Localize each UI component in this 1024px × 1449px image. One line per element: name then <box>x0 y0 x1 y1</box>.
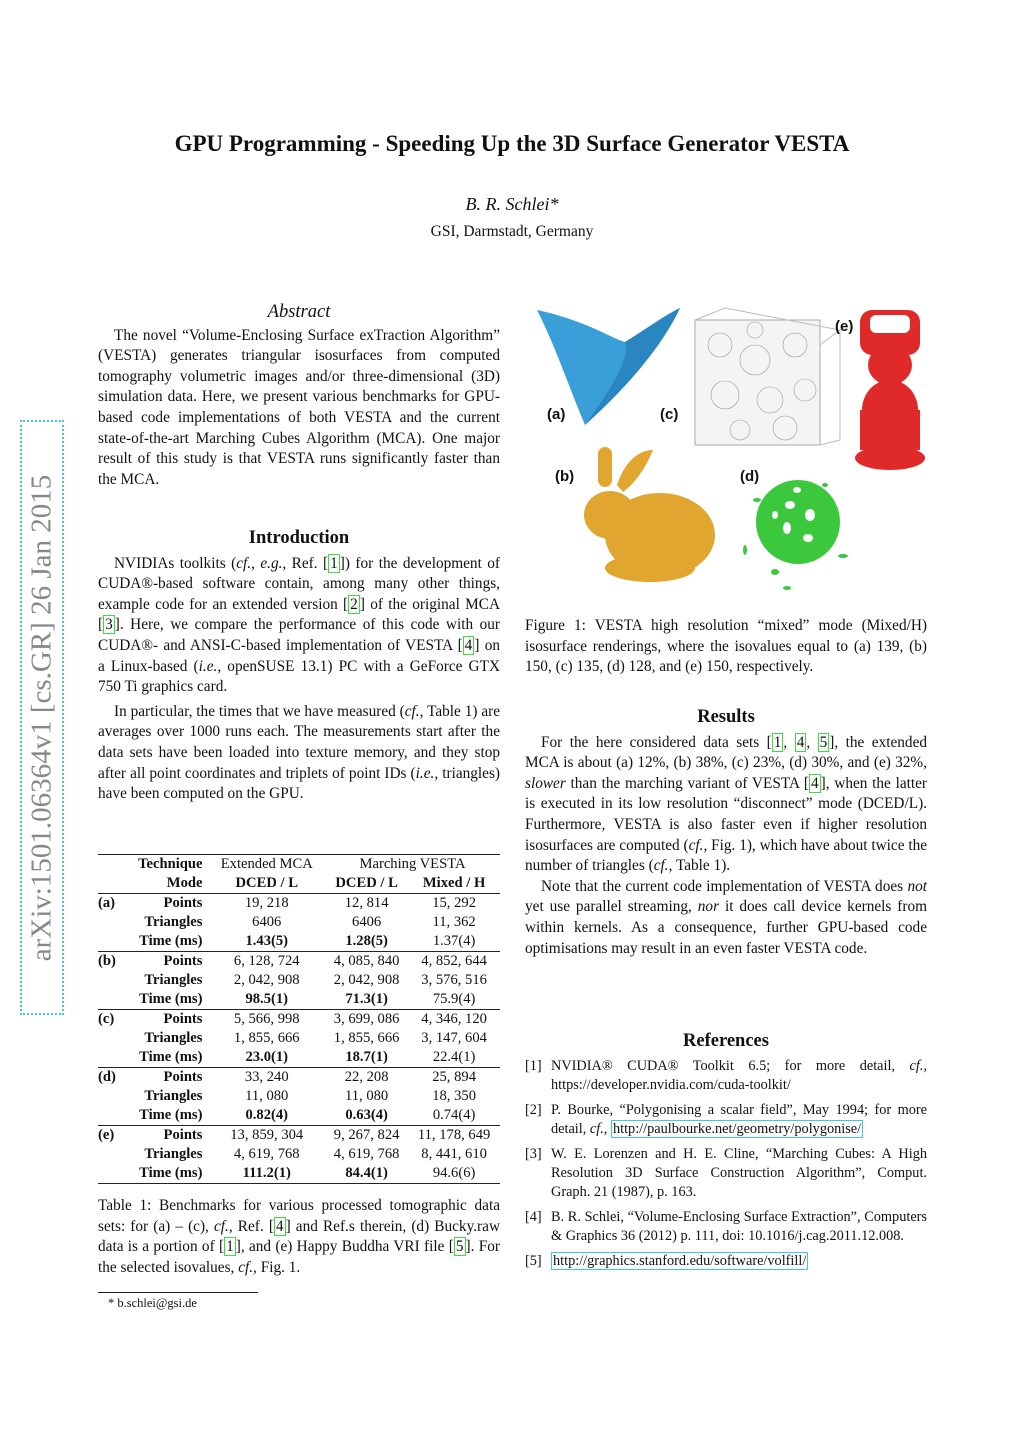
results-paragraph <box>525 733 927 877</box>
table-row <box>98 1126 500 1146</box>
table-cell: 15, 292 <box>408 894 500 914</box>
text-run: For the here considered data sets [ <box>541 733 772 751</box>
table-row <box>98 1087 500 1106</box>
row-label: Points <box>121 952 209 972</box>
header-technique: Technique <box>98 855 208 875</box>
table-cell: 11, 362 <box>432 914 476 930</box>
table-row <box>98 932 500 952</box>
header-extended-mca: Extended MCA <box>208 855 325 875</box>
dataset-label: (d) <box>98 1068 121 1088</box>
surface-c-foam-cube <box>695 308 840 445</box>
surface-e-buddha <box>855 310 925 470</box>
text-run: B. R. Schlei, “Volume-Enclosing Surface Extraction”, Computers & Graphics 36 (2012) p. 111, doi: 10.1016/j.cag.2011.12.008. <box>551 1209 927 1244</box>
table-row <box>98 1048 500 1068</box>
table-cell: 3, 147, 604 <box>421 1030 487 1046</box>
row-label: Points <box>121 894 209 914</box>
row-label: Points <box>121 1010 209 1030</box>
benchmark-table <box>98 854 500 1184</box>
table-row <box>98 894 500 914</box>
text-run: not <box>907 877 927 895</box>
table-row <box>98 913 500 932</box>
text-run: W. E. Lorenzen and H. E. Cline, “Marching Cubes: A High Resolution 3D Surface Construction Algorithm”, Comput. Graph. 21 (1987), p. 163. <box>551 1146 927 1200</box>
table-cell: 111.2(1) <box>208 1164 325 1184</box>
text-run: openSUSE 13.1) PC with a GeForce GTX 750 Ti graphics card. <box>98 657 500 696</box>
citation-link[interactable]: 4 <box>796 733 805 751</box>
reference-number: [3] <box>525 1146 542 1162</box>
table-row <box>98 1106 500 1126</box>
citation-link[interactable]: 1 <box>773 733 782 751</box>
text-run: Note that the current code implementation of VESTA does <box>541 877 908 895</box>
text-run: ], the extended MCA is about (a) 12%, (b) 38%, (c) 23%, (d) 30%, and (e) 32%, <box>525 733 928 772</box>
text-run: https://developer.nvidia.com/cuda-toolkit/ <box>551 1077 791 1093</box>
introduction-paragraph <box>98 554 500 698</box>
text-run: it does call device kernels from within kernels. As a consequence, further GPU-based code optimisations may result in an even faster VESTA code. <box>525 898 927 957</box>
isosurface-renderings <box>525 300 935 600</box>
introduction-section <box>98 528 500 805</box>
row-label: Triangles <box>144 914 203 930</box>
reference-item <box>525 1208 927 1246</box>
citation-link[interactable]: 4 <box>275 1217 284 1235</box>
table-cell: 8, 441, 610 <box>421 1146 487 1162</box>
text-run: Table 1: Benchmarks for various processed tomographic data sets: for (a) – (c), <box>98 1197 500 1235</box>
citation-link[interactable]: 3 <box>105 616 113 634</box>
reference-item <box>525 1057 927 1095</box>
text-run: yet use parallel streaming, <box>525 898 698 916</box>
table-cell: 9, 267, 824 <box>325 1126 408 1146</box>
row-label: Triangles <box>144 1088 203 1104</box>
dataset-label <box>98 932 121 952</box>
text-run: cf., <box>214 1217 233 1235</box>
header-mode: Mode <box>166 875 203 891</box>
row-label: Time (ms) <box>121 1164 209 1184</box>
table-cell: 19, 218 <box>208 894 325 914</box>
dataset-label <box>98 913 121 932</box>
figure-label-d: (d) <box>740 468 760 485</box>
text-run: than the marching variant of VESTA [ <box>565 774 809 792</box>
row-label: Triangles <box>144 972 203 988</box>
table-cell: 6, 128, 724 <box>208 952 325 972</box>
row-label: Time (ms) <box>139 1049 203 1065</box>
table-cell: 1, 855, 666 <box>333 1030 400 1046</box>
header-mode-col: DCED / L <box>235 875 298 891</box>
dataset-label: (c) <box>98 1010 121 1030</box>
table-cell: 1.43(5) <box>245 933 289 949</box>
text-run: ]. Here, we compare the performance of this code with our CUDA®- and ANSI-C-based implementation of VESTA [ <box>98 616 500 654</box>
affiliation: GSI, Darmstadt, Germany <box>430 223 594 240</box>
reference-text <box>551 1101 927 1139</box>
text-run: In particular, the times that we have measured ( <box>114 702 405 720</box>
table-cell: 22, 208 <box>325 1068 408 1088</box>
table-cell: 0.63(4) <box>345 1107 388 1123</box>
text-run: ] on a Linux-based ( <box>98 636 500 675</box>
citation-link[interactable]: 5 <box>819 733 828 751</box>
table-cell: 6406 <box>352 914 382 930</box>
table-cell: 11, 178, 649 <box>408 1126 500 1146</box>
citation-link[interactable]: 1 <box>226 1238 234 1256</box>
figure-caption-text <box>525 616 927 678</box>
text-run: ] and Ref.s therein, (d) Bucky.raw data is a portion of [ <box>98 1217 500 1256</box>
text-run: i.e., <box>415 764 439 782</box>
figure-label-b: (b) <box>555 468 575 485</box>
url-link[interactable]: http://paulbourke.net/geometry/polygonise/ <box>612 1121 862 1137</box>
dataset-label <box>98 1164 121 1184</box>
reference-number: [1] <box>525 1058 542 1074</box>
abstract-heading: Abstract <box>267 302 331 322</box>
text-run: ], when the latter is executed in its low resolution “disconnect” mode (DCED/L). Furthermore, VESTA is also faster even if higher resolution isosurfaces are computed ( <box>525 774 928 854</box>
reference-text <box>551 1145 927 1202</box>
text-run: NVIDIAs toolkits ( <box>114 554 237 572</box>
table-cell: 2, 042, 908 <box>233 972 300 988</box>
text-run: cf., <box>238 1258 257 1276</box>
reference-item <box>525 1145 927 1202</box>
row-label: Points <box>121 1068 209 1088</box>
table-cell: 4, 619, 768 <box>233 1146 300 1162</box>
table-cell: 98.5(1) <box>245 991 289 1007</box>
footnote-rule <box>98 1292 258 1293</box>
abstract <box>98 302 500 490</box>
table-row <box>98 1010 500 1030</box>
table-row <box>98 1145 500 1164</box>
text-run: i.e., <box>198 657 222 675</box>
table-cell: 4, 085, 840 <box>325 952 408 972</box>
text-run: slower <box>525 774 566 792</box>
table-cell: 0.82(4) <box>245 1107 289 1123</box>
surface-d-bucky-ball <box>743 480 848 590</box>
dataset-label <box>98 971 121 990</box>
row-label: Time (ms) <box>139 933 203 949</box>
table-row <box>98 1029 500 1048</box>
text-run: Ref. [ <box>286 554 329 572</box>
arxiv-id: arXiv:1501.06364v1 [cs.GR] 26 Jan 2015 <box>25 474 58 961</box>
text-run: , <box>806 733 818 751</box>
text-run: ] of the original MCA [ <box>98 595 500 634</box>
text-run: ], and (e) Happy Buddha VRI file [ <box>235 1238 454 1256</box>
dataset-label <box>98 1048 121 1068</box>
header-marching-vesta: Marching VESTA <box>325 855 500 875</box>
table-cell: 11, 080 <box>344 1088 389 1104</box>
dataset-label: (b) <box>98 952 121 972</box>
table-cell: 1, 855, 666 <box>233 1030 300 1046</box>
figure-1 <box>525 300 935 600</box>
text-run: Fig. 1. <box>256 1258 301 1276</box>
row-label: Time (ms) <box>139 1107 203 1123</box>
table-row <box>98 971 500 990</box>
table-header-row <box>98 855 500 875</box>
header-mode-col: DCED / L <box>335 875 398 891</box>
header-mode-col: Mixed / H <box>422 875 486 891</box>
dataset-label: (a) <box>98 894 121 914</box>
table-cell: 33, 240 <box>208 1068 325 1088</box>
table-cell: 11, 080 <box>245 1088 289 1104</box>
citation-link[interactable]: 4 <box>464 636 473 654</box>
citation-link[interactable]: 4 <box>810 774 819 792</box>
table-cell: 71.3(1) <box>345 991 388 1007</box>
table-row <box>98 1164 500 1184</box>
row-label: Time (ms) <box>139 991 203 1007</box>
text-run: Ref. [ <box>232 1217 274 1235</box>
figure-label-c: (c) <box>660 406 679 423</box>
table-cell: 2, 042, 908 <box>333 972 400 988</box>
author: B. R. Schlei* <box>465 194 559 214</box>
citation-link[interactable]: 2 <box>350 595 358 613</box>
text-run: Fig. 1), which have about twice the number of triangles ( <box>525 836 928 875</box>
table-cell: 84.4(1) <box>325 1164 408 1184</box>
reference-item <box>525 1252 927 1271</box>
references-section <box>525 1031 927 1277</box>
text-run: cf., <box>688 836 708 854</box>
dataset-label <box>98 1145 121 1164</box>
results-section <box>525 707 927 959</box>
reference-number: [4] <box>525 1209 542 1225</box>
reference-number: [5] <box>525 1253 542 1269</box>
table-cell: 3, 576, 516 <box>421 972 487 988</box>
table-cell: 12, 814 <box>325 894 408 914</box>
table-cell: 5, 566, 998 <box>208 1010 325 1030</box>
table-cell: 4, 619, 768 <box>333 1146 400 1162</box>
table-caption-text <box>98 1196 500 1278</box>
dataset-label <box>98 990 121 1010</box>
reference-number: [2] <box>525 1102 542 1118</box>
row-label: Triangles <box>144 1146 203 1162</box>
dataset-label <box>98 1106 121 1126</box>
text-run: ]) for the development of CUDA®-based software contain, among many other things, example code for an extended version [ <box>98 554 501 613</box>
text-run: triangles) have been computed on the GPU. <box>98 764 500 803</box>
figure-label-e: (e) <box>835 318 854 335</box>
reference-text <box>551 1057 927 1095</box>
table-cell: 18, 350 <box>432 1088 476 1104</box>
paper-title: GPU Programming - Speeding Up the 3D Surface Generator VESTA <box>174 131 850 156</box>
text-run: Table 1) are averages over 1000 runs each. The measurements start after the data sets have been loaded into texture memory, and they stop after all point coordinates and triplets of point IDs ( <box>98 702 500 782</box>
table-row <box>98 990 500 1010</box>
footnote: * b.schlei@gsi.de <box>108 1296 197 1310</box>
table-cell: 1.37(4) <box>432 933 476 949</box>
row-label: Points <box>121 1126 209 1146</box>
figure-caption <box>525 616 927 678</box>
introduction-heading: Introduction <box>248 528 350 548</box>
row-label: Triangles <box>144 1030 203 1046</box>
table-cell: 94.6(6) <box>408 1164 500 1184</box>
table-caption <box>98 1196 500 1278</box>
citation-link[interactable]: 1 <box>330 554 338 572</box>
text-run: P. Bourke, “Polygonising a scalar field”, May 1994; for more detail, <box>551 1102 927 1137</box>
table-cell: 4, 852, 644 <box>408 952 500 972</box>
references-heading: References <box>683 1031 769 1051</box>
table-cell: 18.7(1) <box>345 1049 388 1065</box>
table-cell: 23.0(1) <box>245 1049 289 1065</box>
surface-b-bunny <box>584 447 715 582</box>
reference-list <box>525 1057 927 1271</box>
reference-item <box>525 1101 927 1139</box>
table-row <box>98 1068 500 1088</box>
table-cell: 13, 859, 304 <box>208 1126 325 1146</box>
text-run: Figure 1: VESTA high resolution “mixed” mode (Mixed/H) isosurface renderings, where the isovalues equal to (a) 139, (b) 150, (c) 135, (d) 128, and (e) 150, respectively. <box>525 617 927 676</box>
text-run: NVIDIA® CUDA® Toolkit 6.5; for more detail, <box>551 1058 910 1074</box>
results-paragraph <box>525 877 927 959</box>
text-run: nor <box>697 898 720 916</box>
table-cell: 3, 699, 086 <box>325 1010 408 1030</box>
abstract-text <box>98 326 500 491</box>
text-run: The novel “Volume-Enclosing Surface exTraction Algorithm” (VESTA) generates triangular isosurfaces from computed tomography volumetric images and/or three-dimensional (3D) simulation data. Here, we present various benchmarks for GPU-based code implementations of both VESTA and the current state-of-the-art Marching Cubes Algorithm (MCA). One major result of this study is that VESTA runs significantly faster than the MCA. <box>98 326 500 488</box>
dataset-label <box>98 1029 121 1048</box>
table-cell: 22.4(1) <box>432 1049 476 1065</box>
table-cell: 1.28(5) <box>345 933 388 949</box>
text-run: cf., <box>404 702 424 720</box>
url-link[interactable]: http://graphics.stanford.edu/software/volfill/ <box>553 1253 807 1269</box>
text-run: cf., e.g., <box>236 554 287 572</box>
text-run: , <box>783 733 795 751</box>
reference-text <box>551 1252 927 1271</box>
figure-label-a: (a) <box>547 406 566 423</box>
table-cell: 25, 894 <box>408 1068 500 1088</box>
text-run: ]. For the selected isovalues, <box>98 1238 500 1276</box>
text-run: cf., <box>589 1121 608 1137</box>
arxiv-stamp <box>20 420 64 1015</box>
results-heading: Results <box>697 707 755 727</box>
table-cell: 4, 346, 120 <box>408 1010 500 1030</box>
citation-link[interactable]: 5 <box>455 1238 464 1256</box>
table-cell: 6406 <box>252 914 282 930</box>
table-cell: 0.74(4) <box>432 1107 476 1123</box>
reference-text <box>551 1208 927 1246</box>
text-run: cf., <box>909 1058 927 1074</box>
table-header-row <box>98 874 500 894</box>
dataset-label <box>98 1087 121 1106</box>
text-run: cf., <box>653 857 673 875</box>
dataset-label: (e) <box>98 1126 121 1146</box>
text-run: Table 1). <box>672 857 731 875</box>
table-cell: 75.9(4) <box>432 991 476 1007</box>
table-row <box>98 952 500 972</box>
introduction-paragraph <box>98 702 500 805</box>
